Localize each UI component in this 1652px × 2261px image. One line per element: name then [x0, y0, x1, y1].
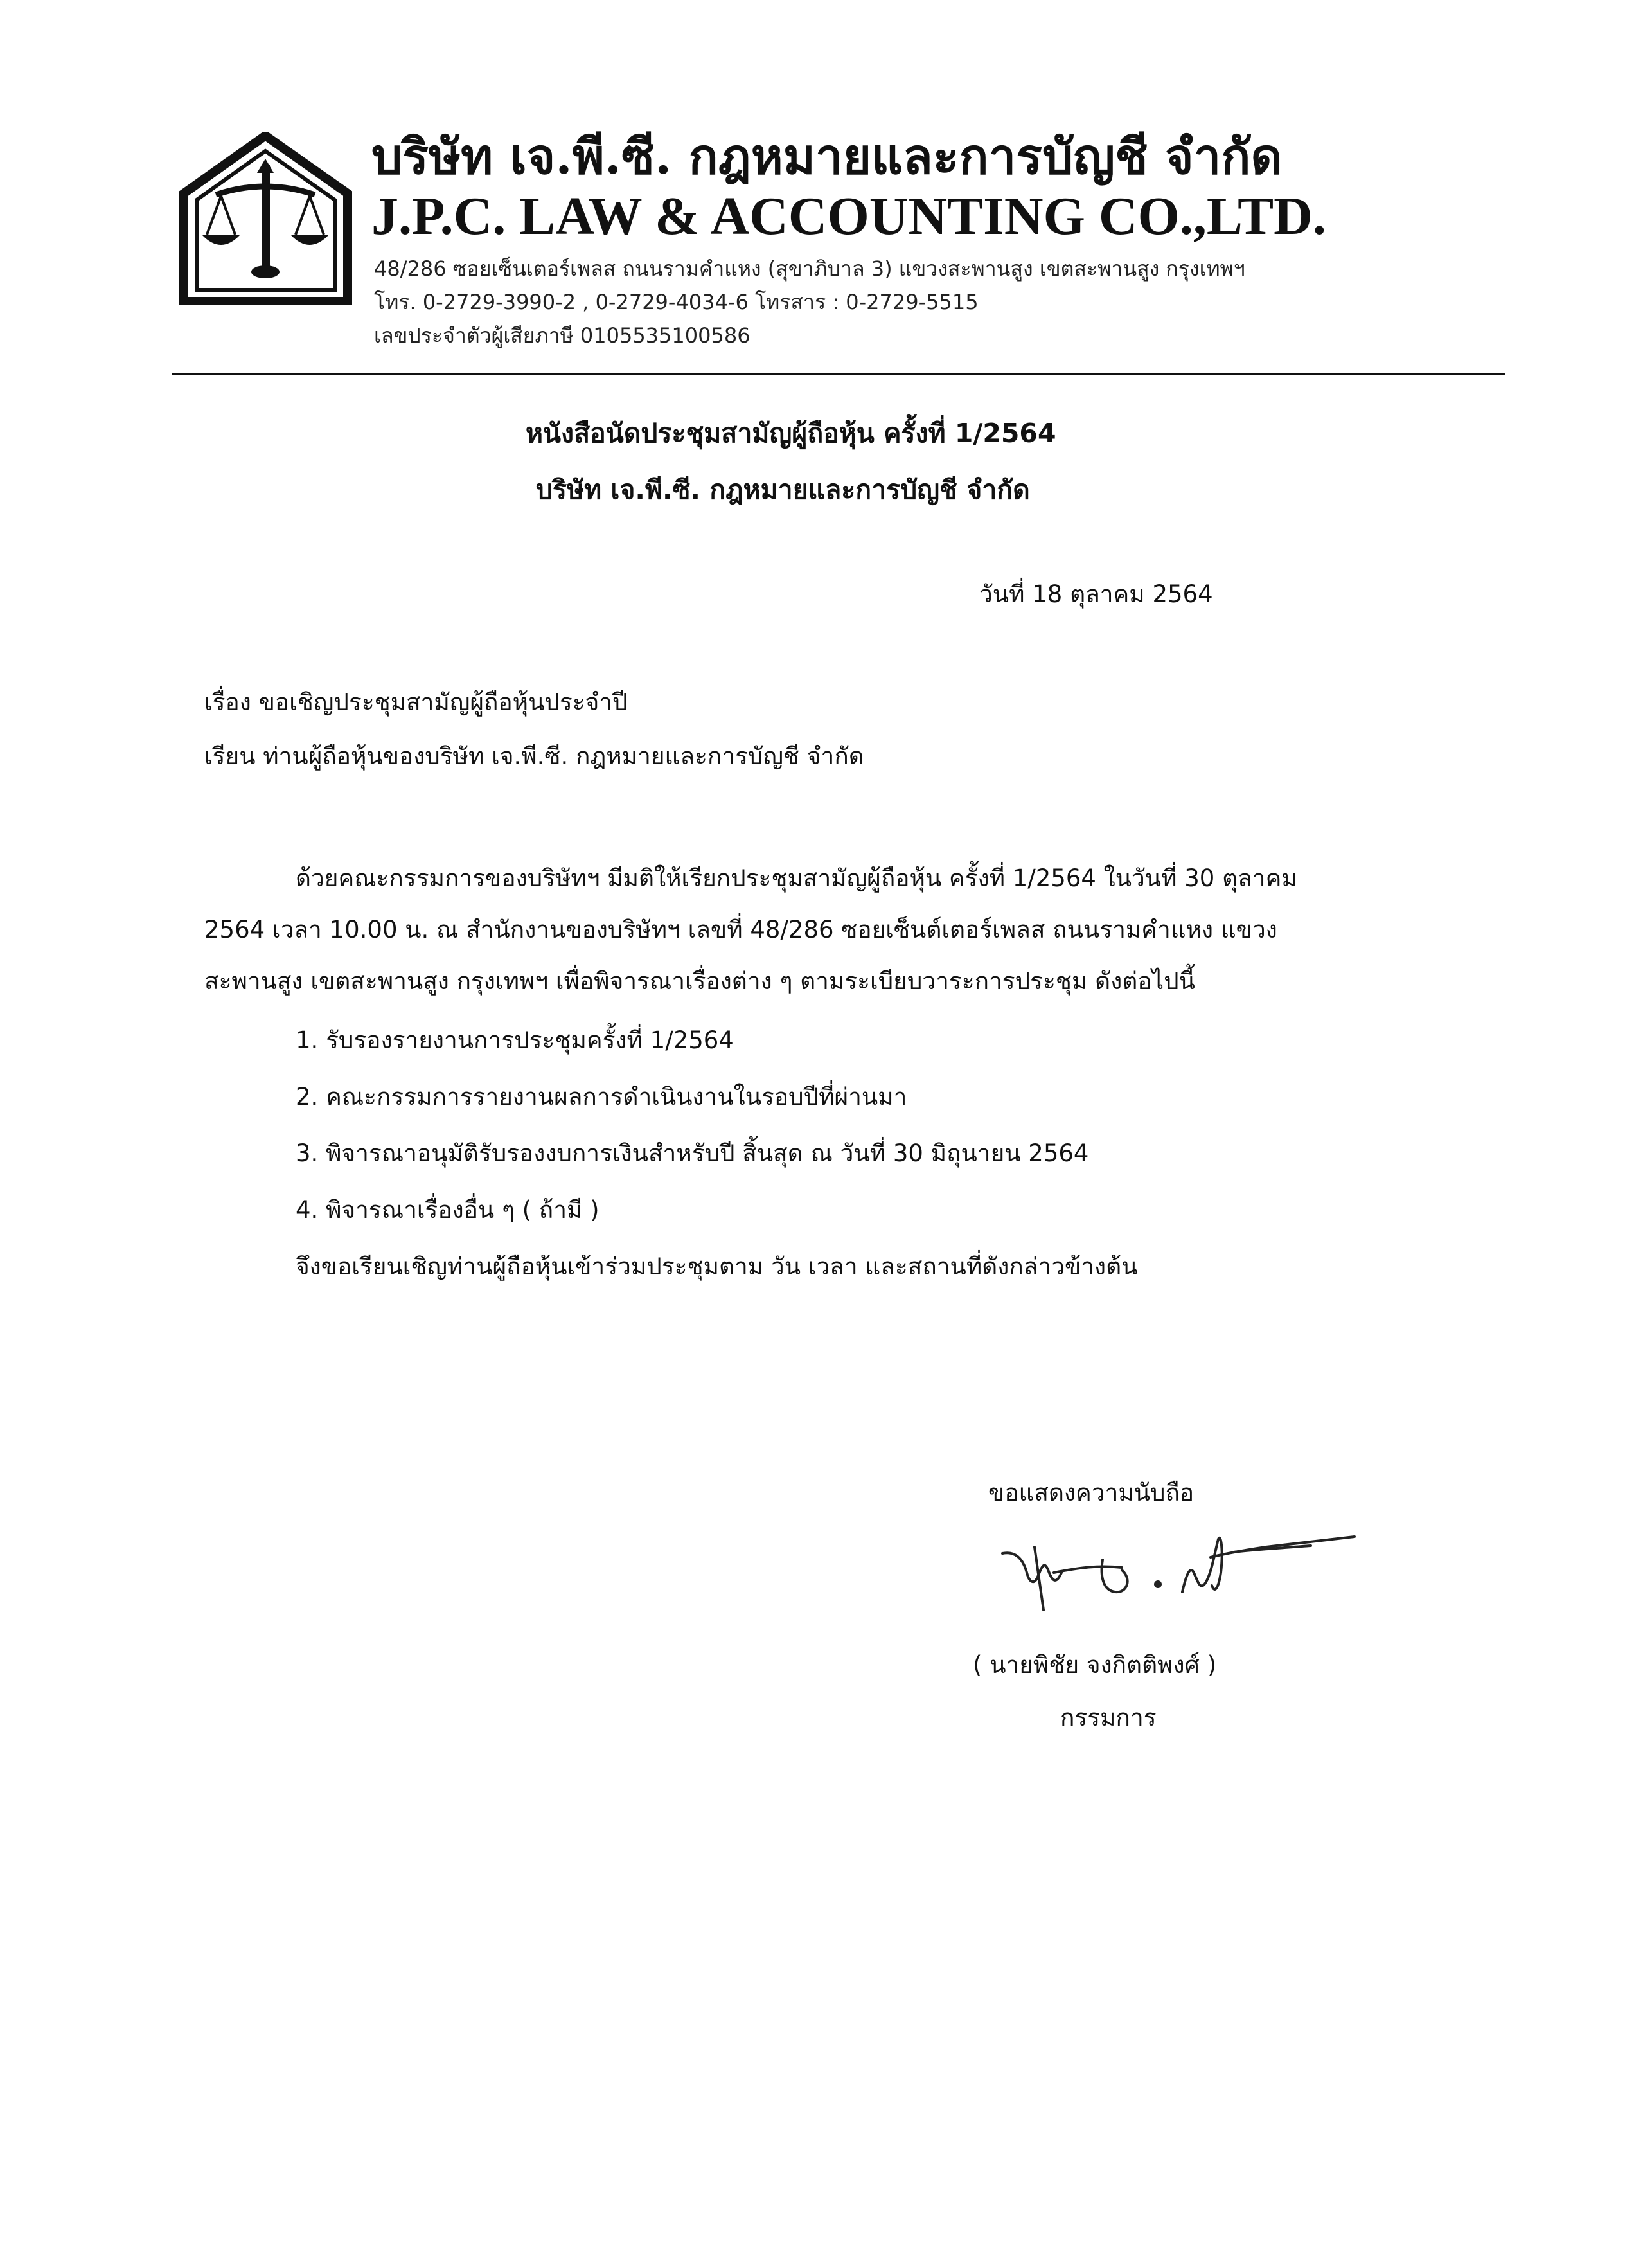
handwritten-signature-icon	[990, 1514, 1362, 1629]
letter-salutation: เรียน ท่านผู้ถือหุ้นของบริษัท เจ.พี.ซี. กฎหมายและการบัญชี จำกัด	[204, 742, 864, 770]
body-line-3: สะพานสูง เขตสะพานสูง กรุงเทพฯ เพื่อพิจารณาเรื่องต่าง ๆ ตามระเบียบวาระการประชุม ดังต่อไปนี้	[204, 967, 1195, 995]
agenda-item: 4. พิจารณาเรื่องอื่น ๆ ( ถ้ามี )	[296, 1196, 600, 1224]
document-subtitle: บริษัท เจ.พี.ซี. กฎหมายและการบัญชี จำกัด	[536, 474, 1030, 505]
body-line-2: 2564 เวลา 10.00 น. ณ สำนักงานของบริษัทฯ เลขที่ 48/286 ซอยเซ็นต์เตอร์เพลส ถนนรามคำแหง แขวง	[204, 916, 1277, 943]
agenda-item: 1. รับรองรายงานการประชุมครั้งที่ 1/2564	[296, 1026, 734, 1054]
company-address: 48/286 ซอยเซ็นเตอร์เพลส ถนนรามคำแหง (สุขาภิบาล 3) แขวงสะพานสูง เขตสะพานสูง กรุงเทพฯ	[374, 256, 1245, 281]
letterhead-divider	[172, 373, 1505, 375]
letter-subject: เรื่อง ขอเชิญประชุมสามัญผู้ถือหุ้นประจำปี	[204, 688, 628, 716]
signer-name: ( นายพิชัย จงกิตติพงศ์ )	[973, 1651, 1217, 1679]
signer-position: กรรมการ	[1060, 1704, 1157, 1731]
body-line-1: ด้วยคณะกรรมการของบริษัทฯ มีมติให้เรียกประชุมสามัญผู้ถือหุ้น ครั้งที่ 1/2564 ในวันที่ 30 ตุลาคม	[296, 864, 1297, 892]
letter-date: วันที่ 18 ตุลาคม 2564	[979, 580, 1213, 608]
company-name-english: J.P.C. LAW & ACCOUNTING CO.,LTD.	[371, 186, 1326, 246]
company-name-thai: บริษัท เจ.พี.ซี. กฎหมายและการบัญชี จำกัด	[371, 128, 1283, 185]
regards-text: ขอแสดงความนับถือ	[988, 1479, 1195, 1506]
closing-paragraph: จึงขอเรียนเชิญท่านผู้ถือหุ้นเข้าร่วมประชุมตาม วัน เวลา และสถานที่ดังกล่าวข้างต้น	[296, 1253, 1138, 1280]
company-phone-fax: โทร. 0-2729-3990-2 , 0-2729-4034-6 โทรสาร : 0-2729-5515	[374, 290, 979, 314]
agenda-item: 3. พิจารณาอนุมัติรับรองงบการเงินสำหรับปี สิ้นสุด ณ วันที่ 30 มิถุนายน 2564	[296, 1139, 1089, 1167]
document-title: หนังสือนัดประชุมสามัญผู้ถือหุ้น ครั้งที่ 1/2564	[526, 418, 1056, 449]
agenda-item: 2. คณะกรรมการรายงานผลการดำเนินงานในรอบปีที่ผ่านมา	[296, 1083, 907, 1111]
company-tax-id: เลขประจำตัวผู้เสียภาษี 0105535100586	[374, 323, 751, 348]
company-logo-icon	[177, 132, 354, 305]
